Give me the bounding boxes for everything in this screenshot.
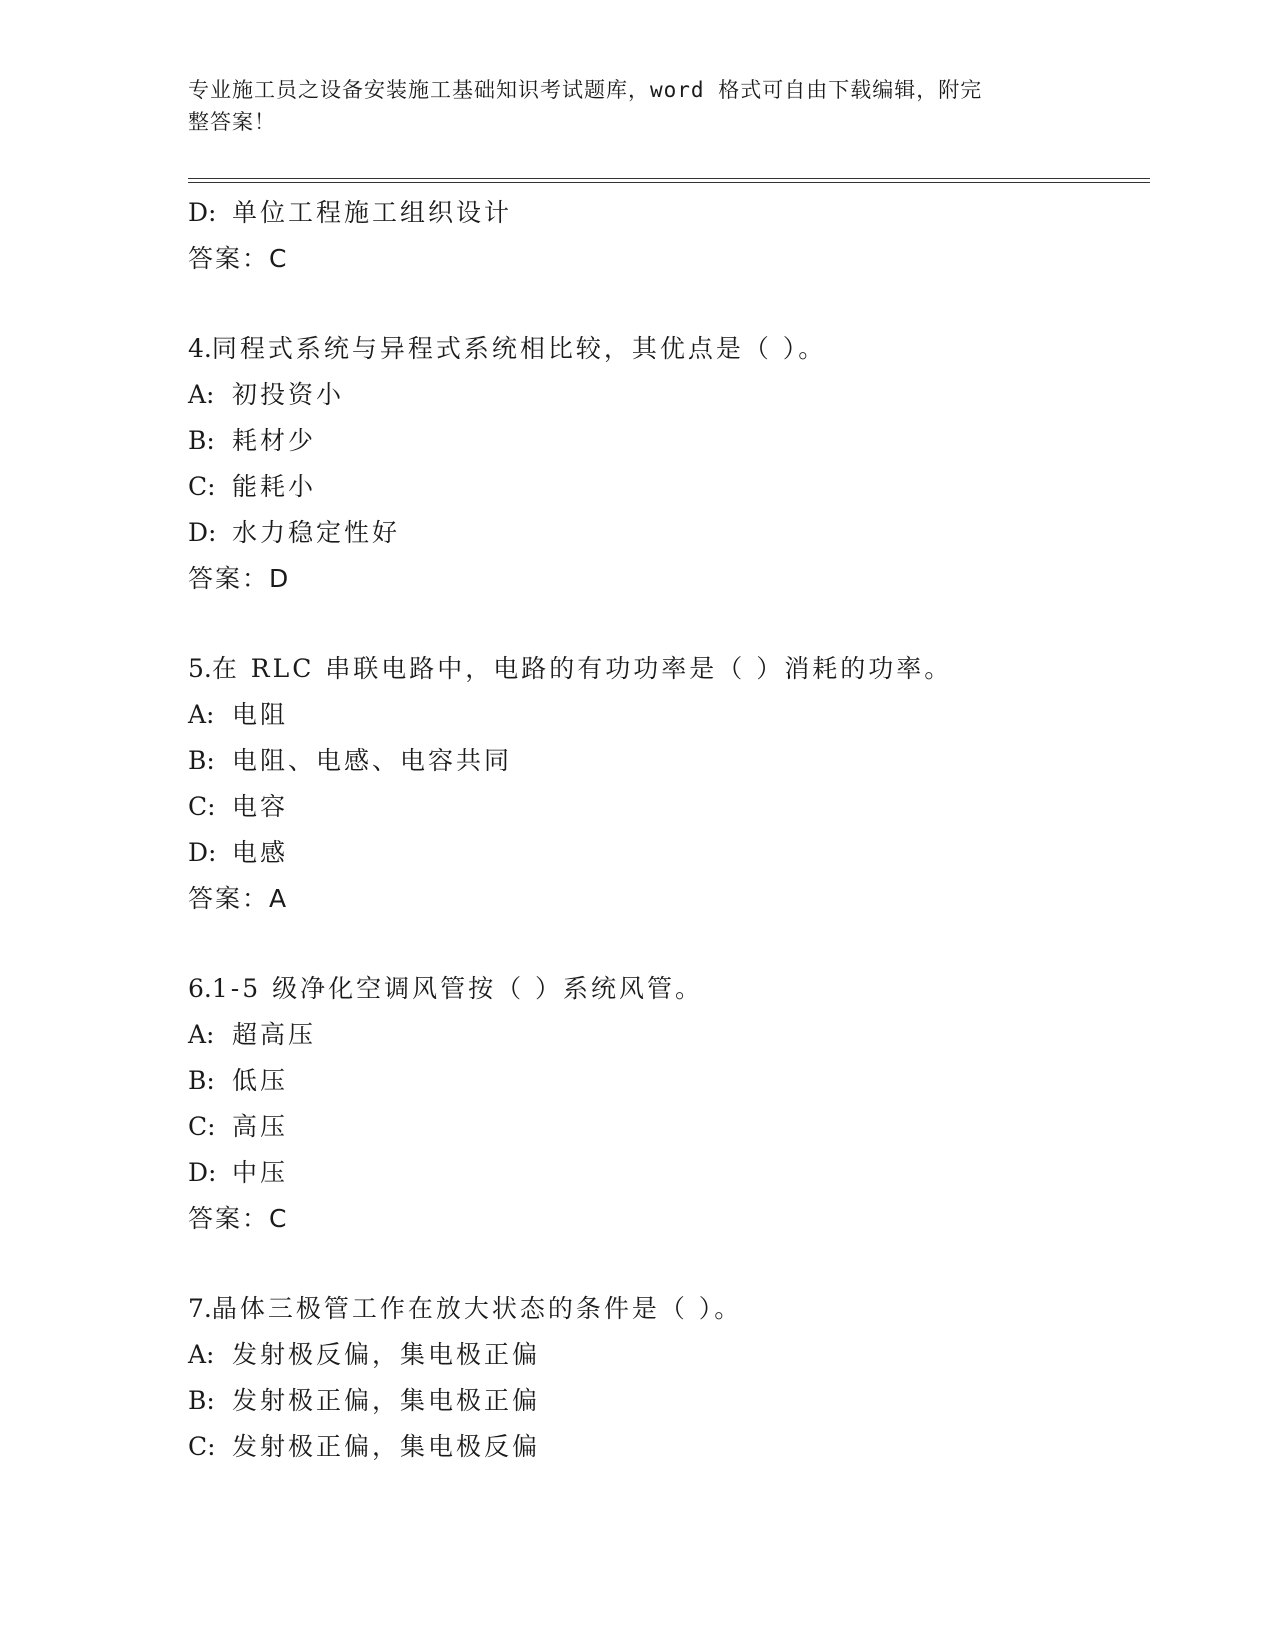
option-text: 发射极正偏，集电极反偏 [232,1432,541,1461]
option-b [188,418,1150,464]
option-label: B: [188,746,215,775]
option-label: A: [188,1020,215,1049]
header-line-2: 整答案！ [188,110,276,134]
option-text: 发射极反偏，集电极正偏 [232,1340,541,1369]
option-text: 水力稳定性好 [232,518,401,547]
option-d [188,190,1150,236]
spacer [188,602,1150,646]
option-label: A: [188,380,215,409]
question-number: 6. [188,974,212,1003]
option-label: C: [188,1432,216,1461]
option-d [188,830,1150,876]
answer-line: 答案：A [188,884,289,913]
answer-line: 答案：D [188,564,291,593]
option-text: 电阻、电感、电容共同 [232,746,513,775]
option-d [188,510,1150,556]
spacer [188,282,1150,326]
option-c [188,1104,1150,1150]
option-label: B: [188,426,215,455]
header-line-1: 专业施工员之设备安装施工基础知识考试题库，word 格式可自由下载编辑，附完 [188,78,983,102]
option-label: D: [188,838,217,867]
option-label: B: [188,1386,215,1415]
option-c [188,464,1150,510]
question-stem [188,966,1150,1012]
option-text: 耗材少 [232,426,317,455]
option-label: D: [188,518,217,547]
option-label: D: [188,198,217,227]
option-text: 初投资小 [232,380,345,409]
option-label: C: [188,792,216,821]
header-divider-bottom [188,182,1150,183]
option-text: 电容 [232,792,289,821]
document-header [188,74,1068,138]
question-number: 7. [188,1294,212,1323]
option-label: A: [188,700,215,729]
answer-line: 答案：C [188,1204,289,1233]
spacer [188,922,1150,966]
option-d [188,1150,1150,1196]
option-text: 能耗小 [232,472,317,501]
option-c [188,1424,1150,1470]
option-text: 电感 [232,838,289,867]
answer-line: 答案：C [188,244,289,273]
option-label: B: [188,1066,215,1095]
option-text: 低压 [232,1066,289,1095]
option-c [188,784,1150,830]
option-text: 高压 [232,1112,289,1141]
option-a [188,1012,1150,1058]
option-a [188,692,1150,738]
question-text: 同程式系统与异程式系统相比较，其优点是（ ）。 [211,334,827,363]
option-text: 单位工程施工组织设计 [232,198,513,227]
option-label: A: [188,1340,215,1369]
question-stem [188,646,1150,692]
question-text: 1-5 级净化空调风管按（ ）系统风管。 [211,974,704,1003]
option-b [188,1058,1150,1104]
option-label: C: [188,1112,216,1141]
header-divider-top [188,178,1150,179]
question-text: 晶体三极管工作在放大状态的条件是（ ）。 [211,1294,743,1323]
question-number: 4. [188,334,212,363]
option-label: D: [188,1158,217,1187]
option-text: 电阻 [232,700,289,729]
option-text: 发射极正偏，集电极正偏 [232,1386,541,1415]
question-stem [188,326,1150,372]
option-a [188,372,1150,418]
question-list [188,190,1150,1470]
question-stem [188,1286,1150,1332]
question-text: 在 RLC 串联电路中，电路的有功功率是（ ）消耗的功率。 [211,654,953,683]
option-text: 中压 [232,1158,289,1187]
option-a [188,1332,1150,1378]
option-text: 超高压 [232,1020,317,1049]
option-b [188,1378,1150,1424]
spacer [188,1242,1150,1286]
option-b [188,738,1150,784]
option-label: C: [188,472,216,501]
question-number: 5. [188,654,212,683]
